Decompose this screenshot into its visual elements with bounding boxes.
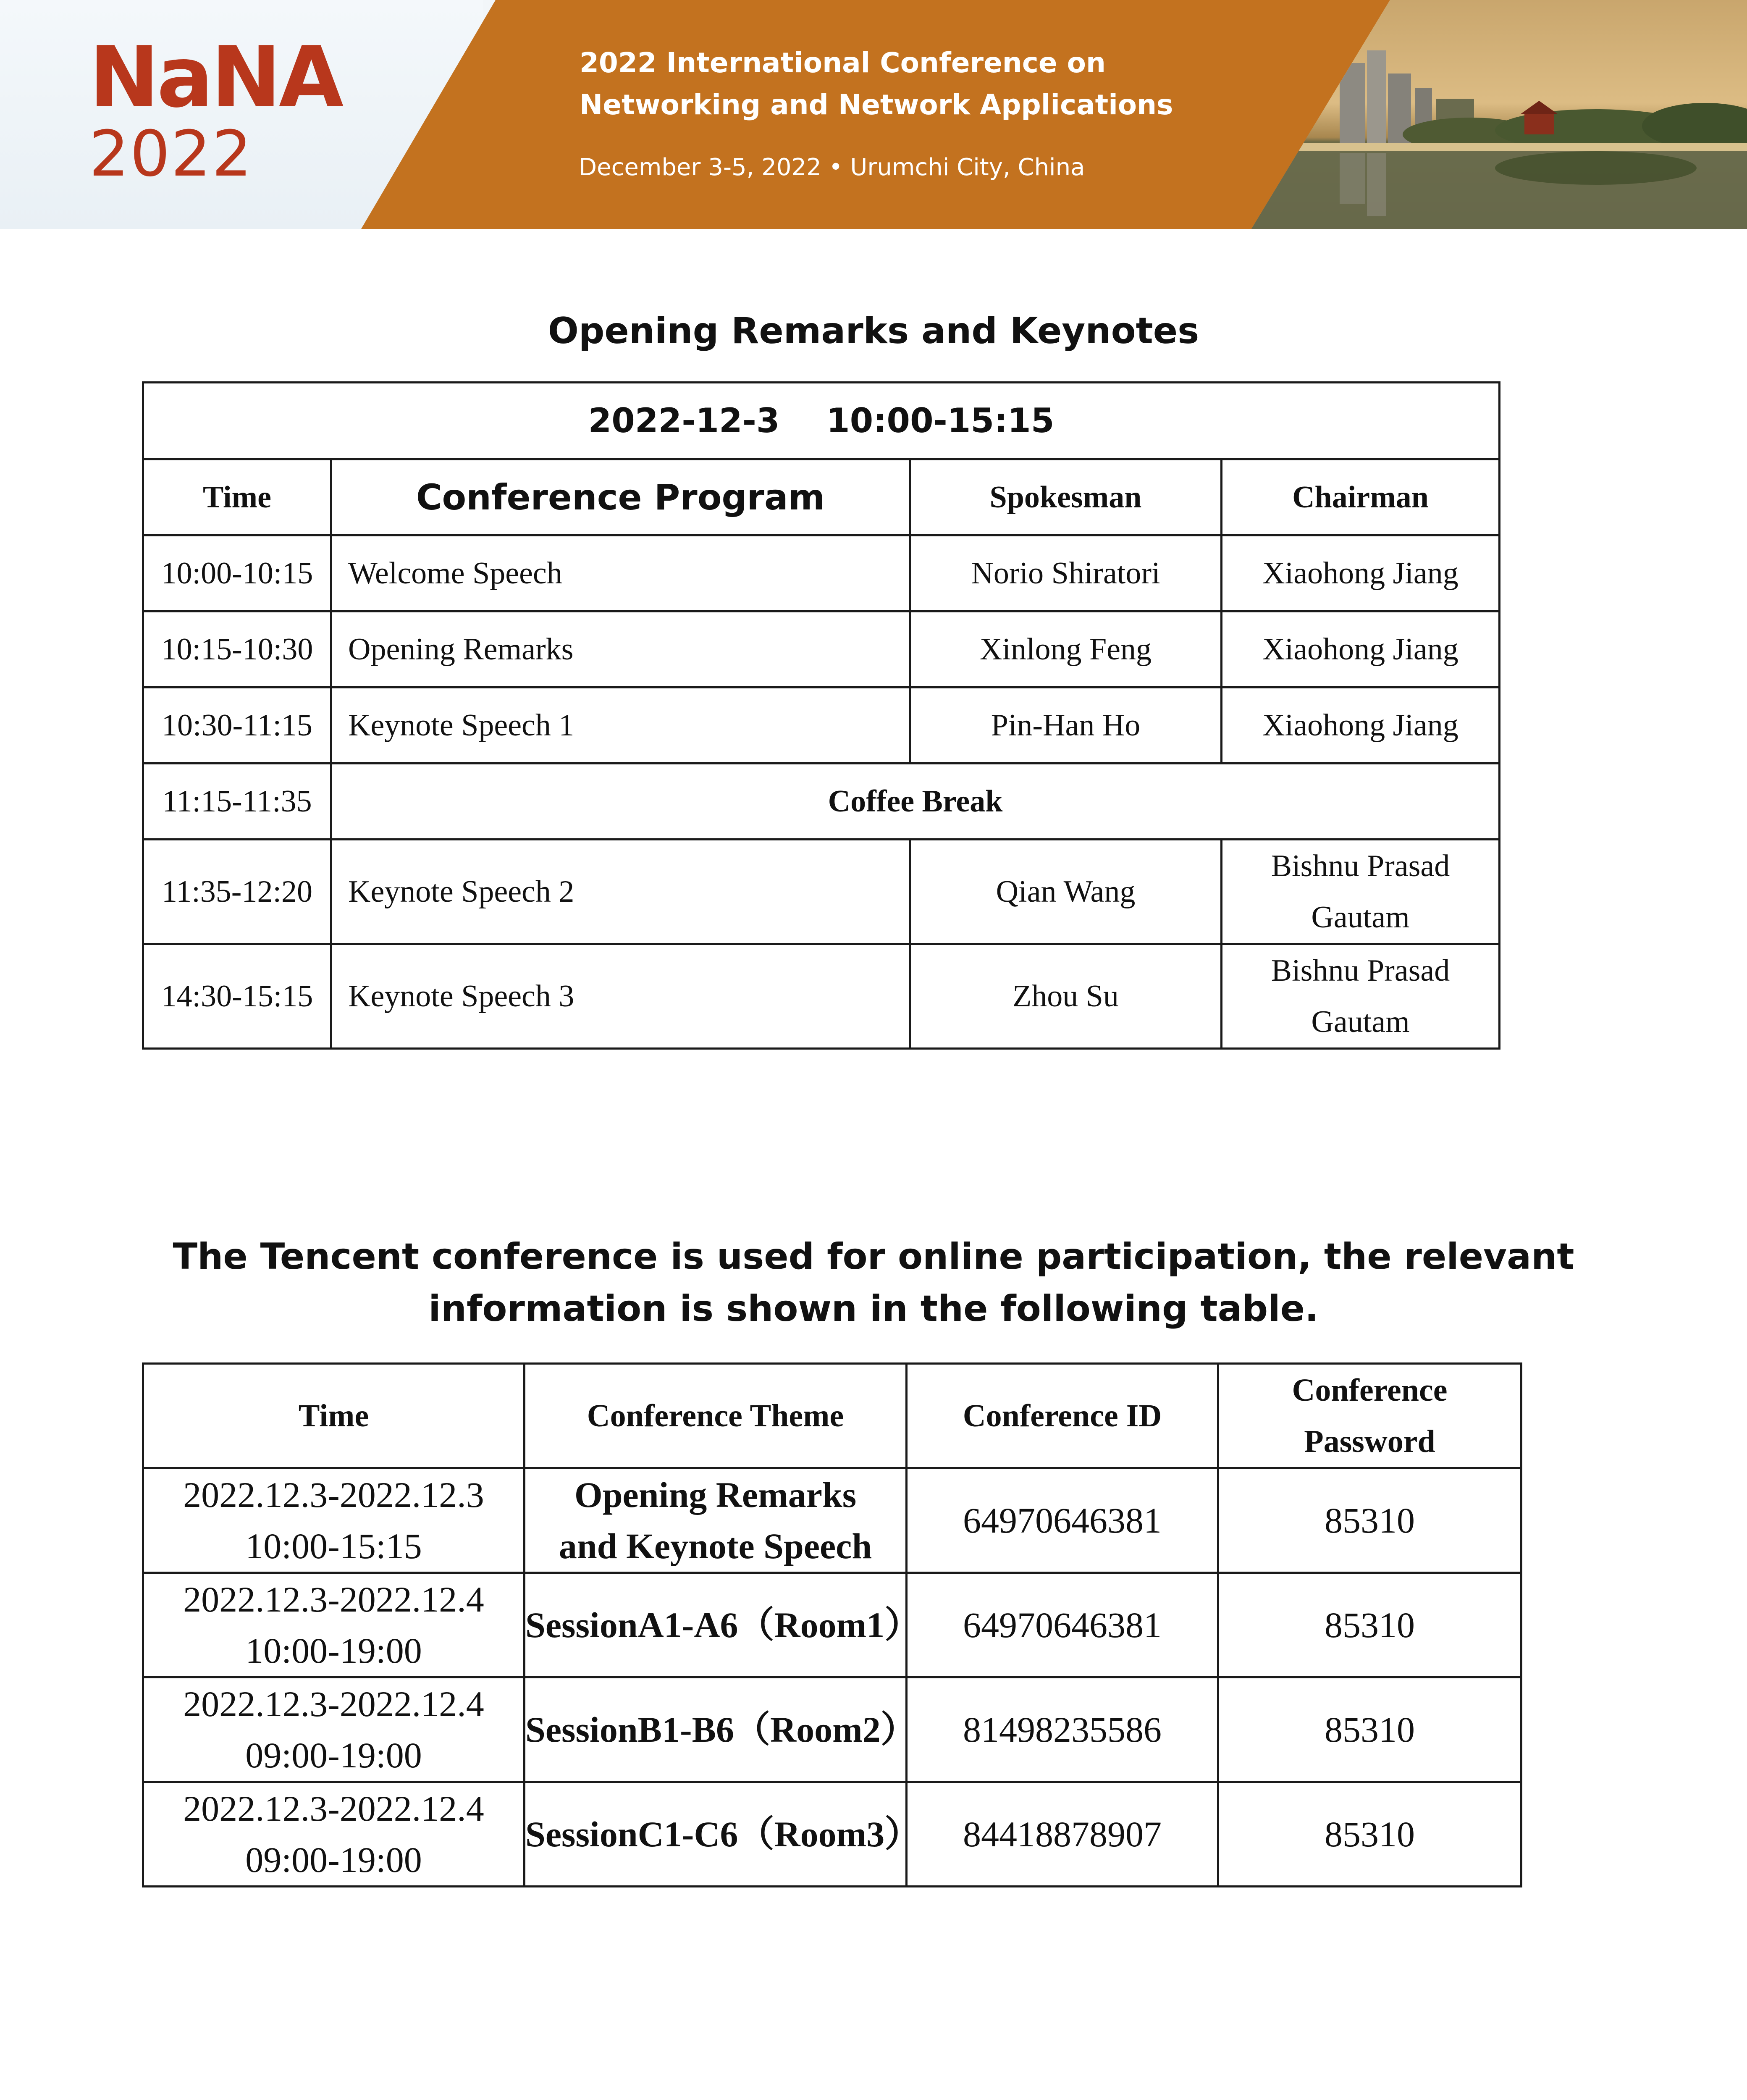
table-row bbox=[143, 1573, 1521, 1677]
theme-cell: SessionA1-A6（Room1） bbox=[525, 1573, 907, 1677]
chairman-line2: Gautam bbox=[1311, 900, 1410, 934]
conference-id-cell: 84418878907 bbox=[907, 1782, 1218, 1887]
table-header-row bbox=[143, 1364, 1521, 1468]
spokesman-cell: Norio Shiratori bbox=[910, 536, 1222, 612]
password-cell: 85310 bbox=[1218, 1782, 1521, 1887]
tencent-title-line1: The Tencent conference is used for online participation, the relevant bbox=[173, 1236, 1574, 1278]
password-cell: 85310 bbox=[1218, 1468, 1521, 1573]
time-cell: 11:35-12:20 bbox=[143, 840, 331, 944]
page-header bbox=[0, 0, 1747, 229]
time-range: 10:00-19:00 bbox=[245, 1630, 422, 1671]
time-cell: 10:00-10:15 bbox=[143, 536, 331, 612]
column-header-spokesman: Spokesman bbox=[910, 459, 1222, 536]
table-header-row bbox=[143, 459, 1500, 536]
keynotes-table bbox=[142, 381, 1500, 1050]
spokesman-cell: Xinlong Feng bbox=[910, 612, 1222, 688]
date-range: 2022.12.3-2022.12.3 bbox=[183, 1475, 484, 1515]
chairman-cell bbox=[1222, 944, 1500, 1049]
program-cell: Keynote Speech 3 bbox=[331, 944, 910, 1049]
theme-cell: SessionB1-B6（Room2） bbox=[525, 1677, 907, 1782]
column-header-time: Time bbox=[143, 459, 331, 536]
chairman-line2: Gautam bbox=[1311, 1005, 1410, 1039]
conference-title-line2: Networking and Network Applications bbox=[580, 89, 1173, 121]
program-cell: Keynote Speech 1 bbox=[331, 688, 910, 764]
time-cell: 14:30-15:15 bbox=[143, 944, 331, 1049]
time-cell bbox=[143, 1782, 525, 1887]
chairman-cell bbox=[1222, 840, 1500, 944]
time-cell: 10:30-11:15 bbox=[143, 688, 331, 764]
conference-title bbox=[580, 42, 1173, 126]
password-cell: 85310 bbox=[1218, 1677, 1521, 1782]
logo-year: 2022 bbox=[89, 118, 253, 191]
date-range: 2022.12.3-2022.12.4 bbox=[183, 1684, 484, 1724]
password-head-line1: Conference bbox=[1292, 1373, 1448, 1408]
coffee-break-row bbox=[143, 764, 1500, 840]
chairman-cell: Xiaohong Jiang bbox=[1222, 688, 1500, 764]
table-row bbox=[143, 688, 1500, 764]
table-row bbox=[143, 840, 1500, 944]
time-cell bbox=[143, 1468, 525, 1573]
conference-date-location: December 3-5, 2022 • Urumchi City, China bbox=[579, 154, 1085, 181]
chairman-line1: Bishnu Prasad bbox=[1271, 953, 1450, 988]
conference-id-cell: 81498235586 bbox=[907, 1677, 1218, 1782]
date-cell: 2022-12-3 10:00-15:15 bbox=[143, 383, 1500, 459]
tencent-title-line2: information is shown in the following table. bbox=[428, 1288, 1319, 1330]
date-row bbox=[143, 383, 1500, 459]
program-cell: Keynote Speech 2 bbox=[331, 840, 910, 944]
date-range: 2022.12.3-2022.12.4 bbox=[183, 1788, 484, 1829]
program-cell: Opening Remarks bbox=[331, 612, 910, 688]
coffee-break-cell: Coffee Break bbox=[331, 764, 1500, 840]
time-cell bbox=[143, 1677, 525, 1782]
column-header-theme: Conference Theme bbox=[525, 1364, 907, 1468]
tencent-title bbox=[0, 1231, 1747, 1335]
column-header-password bbox=[1218, 1364, 1521, 1468]
time-cell bbox=[143, 1573, 525, 1677]
table-row bbox=[143, 1677, 1521, 1782]
column-header-time: Time bbox=[143, 1364, 525, 1468]
time-cell: 10:15-10:30 bbox=[143, 612, 331, 688]
time-range: 09:00-19:00 bbox=[245, 1840, 422, 1880]
program-cell: Welcome Speech bbox=[331, 536, 910, 612]
column-header-chairman: Chairman bbox=[1222, 459, 1500, 536]
spokesman-cell: Zhou Su bbox=[910, 944, 1222, 1049]
logo-name: NaNA bbox=[89, 29, 341, 126]
conference-id-cell: 64970646381 bbox=[907, 1468, 1218, 1573]
spokesman-cell: Qian Wang bbox=[910, 840, 1222, 944]
conference-id-cell: 64970646381 bbox=[907, 1573, 1218, 1677]
time-cell: 11:15-11:35 bbox=[143, 764, 331, 840]
keynotes-title: Opening Remarks and Keynotes bbox=[548, 310, 1199, 352]
table-row bbox=[143, 1468, 1521, 1573]
table-row bbox=[143, 612, 1500, 688]
theme-line1: Opening Remarks bbox=[574, 1475, 857, 1515]
table-row bbox=[143, 944, 1500, 1049]
column-header-id: Conference ID bbox=[907, 1364, 1218, 1468]
date-range: 2022.12.3-2022.12.4 bbox=[183, 1579, 484, 1620]
chairman-line1: Bishnu Prasad bbox=[1271, 849, 1450, 883]
time-range: 09:00-19:00 bbox=[245, 1735, 422, 1775]
column-header-program: Conference Program bbox=[331, 459, 910, 536]
conference-title-line1: 2022 International Conference on bbox=[580, 47, 1106, 79]
theme-cell: SessionC1-C6（Room3） bbox=[525, 1782, 907, 1887]
time-range: 10:00-15:15 bbox=[245, 1526, 422, 1566]
theme-cell bbox=[525, 1468, 907, 1573]
table-row bbox=[143, 536, 1500, 612]
spokesman-cell: Pin-Han Ho bbox=[910, 688, 1222, 764]
theme-line2: and Keynote Speech bbox=[559, 1526, 872, 1566]
password-head-line2: Password bbox=[1304, 1424, 1435, 1459]
tencent-table bbox=[142, 1362, 1522, 1887]
chairman-cell: Xiaohong Jiang bbox=[1222, 612, 1500, 688]
table-row bbox=[143, 1782, 1521, 1887]
chairman-cell: Xiaohong Jiang bbox=[1222, 536, 1500, 612]
password-cell: 85310 bbox=[1218, 1573, 1521, 1677]
